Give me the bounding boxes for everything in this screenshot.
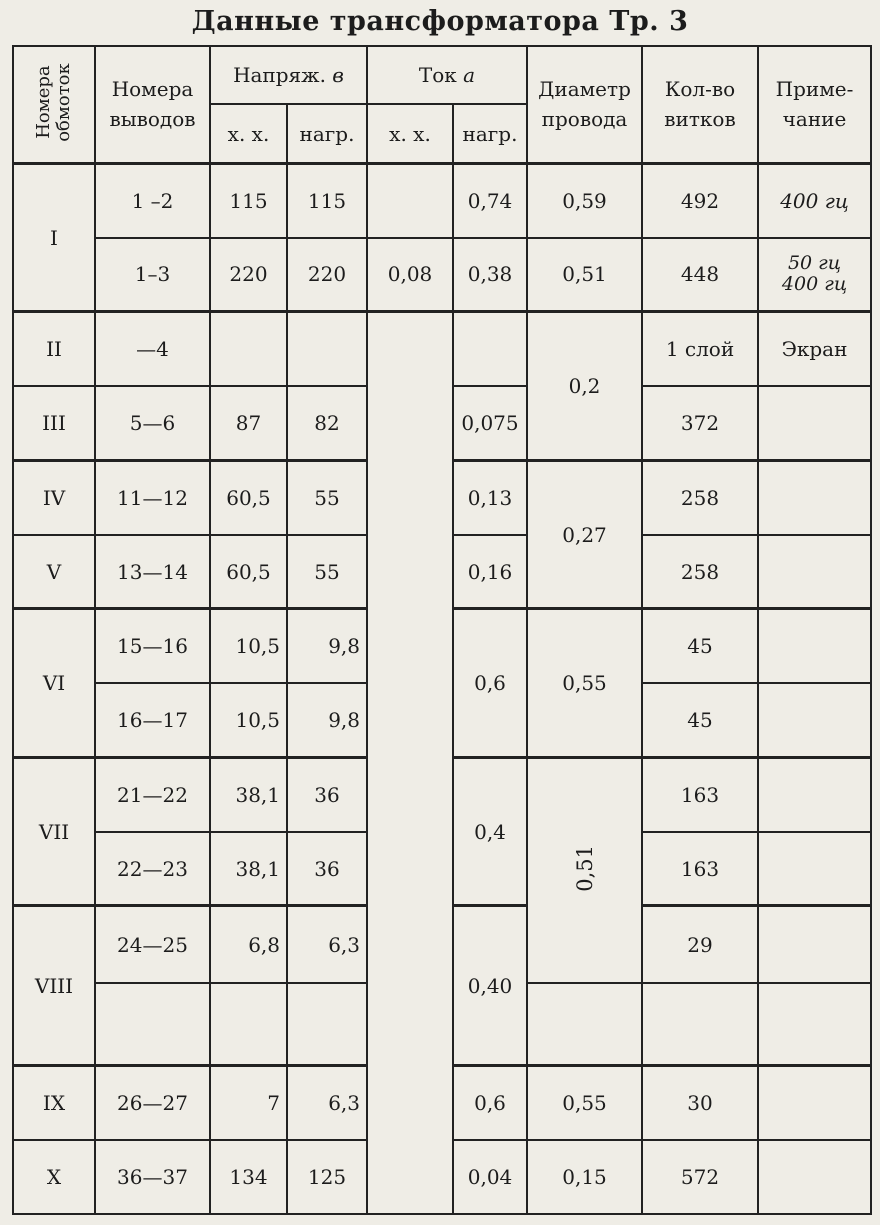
winding-cell: II xyxy=(13,312,95,386)
current-load-cell: 0,075 xyxy=(453,386,527,460)
terminals-cell: 1 –2 xyxy=(95,163,210,237)
header-turns: Кол-во витков xyxy=(642,46,758,163)
turns-cell: 45 xyxy=(642,683,758,757)
turns-cell: 372 xyxy=(642,386,758,460)
voltage-load-cell: 36 xyxy=(287,757,367,831)
current-load-cell: 0,04 xyxy=(453,1140,527,1214)
current-load-cell: 0,16 xyxy=(453,535,527,609)
header-current-no-load: х. х. xyxy=(367,104,453,163)
current-nl-empty-cell xyxy=(367,312,453,1214)
voltage-nl-cell: 7 xyxy=(210,1066,287,1140)
terminals-cell: 24—25 xyxy=(95,906,210,983)
terminals-cell: 5—6 xyxy=(95,386,210,460)
terminals-cell: 16—17 xyxy=(95,683,210,757)
voltage-load-cell: 6,3 xyxy=(287,1066,367,1140)
header-winding-numbers: Номера обмоток xyxy=(13,46,95,163)
winding-cell: X xyxy=(13,1140,95,1214)
header-note: Приме- чание xyxy=(758,46,871,163)
turns-cell: 163 xyxy=(642,757,758,831)
note-cell: Экран xyxy=(758,312,871,386)
header-terminal-numbers: Номера выводов xyxy=(95,46,210,163)
note-cell xyxy=(758,386,871,460)
current-load-cell: 0,4 xyxy=(453,757,527,906)
voltage-nl-cell: 115 xyxy=(210,163,287,237)
current-load-cell: 0,74 xyxy=(453,163,527,237)
voltage-nl-cell: 220 xyxy=(210,238,287,312)
transformer-data-table xyxy=(12,45,872,1215)
voltage-nl-cell: 87 xyxy=(210,386,287,460)
voltage-nl-cell: 60,5 xyxy=(210,535,287,609)
terminals-cell xyxy=(95,983,210,1065)
voltage-nl-cell: 134 xyxy=(210,1140,287,1214)
voltage-load-cell xyxy=(287,983,367,1065)
voltage-load-cell: 125 xyxy=(287,1140,367,1214)
voltage-load-cell: 55 xyxy=(287,535,367,609)
turns-cell: 29 xyxy=(642,906,758,983)
diameter-cell: 0,55 xyxy=(527,1066,642,1140)
voltage-load-cell: 82 xyxy=(287,386,367,460)
voltage-load-cell: 6,3 xyxy=(287,906,367,983)
winding-cell: I xyxy=(13,163,95,312)
turns-cell: 572 xyxy=(642,1140,758,1214)
note-cell xyxy=(758,832,871,906)
diameter-cell: 0,51 xyxy=(527,238,642,312)
winding-cell: V xyxy=(13,535,95,609)
current-load-cell: 0,6 xyxy=(453,1066,527,1140)
current-load-cell xyxy=(453,312,527,386)
note-cell xyxy=(758,535,871,609)
note-cell xyxy=(758,757,871,831)
table-row xyxy=(13,163,871,237)
header-current-load: нагр. xyxy=(453,104,527,163)
winding-cell: IV xyxy=(13,460,95,534)
voltage-load-cell: 55 xyxy=(287,460,367,534)
diameter-cell: 0,51 xyxy=(527,757,642,983)
winding-cell: IX xyxy=(13,1066,95,1140)
note-cell xyxy=(758,460,871,534)
voltage-load-cell: 36 xyxy=(287,832,367,906)
voltage-nl-cell: 6,8 xyxy=(210,906,287,983)
note-cell xyxy=(758,609,871,683)
note-cell: 400 гц xyxy=(758,163,871,237)
current-nl-cell xyxy=(367,163,453,237)
note-cell: 50 гц 400 гц xyxy=(758,238,871,312)
voltage-nl-cell: 38,1 xyxy=(210,757,287,831)
voltage-load-cell: 9,8 xyxy=(287,609,367,683)
voltage-nl-cell: 10,5 xyxy=(210,683,287,757)
diameter-cell: 0,55 xyxy=(527,609,642,758)
winding-cell: VII xyxy=(13,757,95,906)
diameter-cell: 0,15 xyxy=(527,1140,642,1214)
note-cell xyxy=(758,1066,871,1140)
turns-cell: 448 xyxy=(642,238,758,312)
turns-cell: 258 xyxy=(642,535,758,609)
voltage-nl-cell: 60,5 xyxy=(210,460,287,534)
page-title: Данные трансформатора Тр. 3 xyxy=(191,6,689,37)
turns-cell xyxy=(642,983,758,1065)
header-voltage-load: нагр. xyxy=(287,104,367,163)
turns-cell: 492 xyxy=(642,163,758,237)
voltage-load-cell xyxy=(287,312,367,386)
voltage-load-cell: 115 xyxy=(287,163,367,237)
note-cell xyxy=(758,1140,871,1214)
terminals-cell: 11—12 xyxy=(95,460,210,534)
header-wire-diameter: Диаметр провода xyxy=(527,46,642,163)
turns-cell: 1 слой xyxy=(642,312,758,386)
voltage-nl-cell: 10,5 xyxy=(210,609,287,683)
voltage-nl-cell xyxy=(210,983,287,1065)
terminals-cell: 22—23 xyxy=(95,832,210,906)
current-load-cell: 0,38 xyxy=(453,238,527,312)
diameter-cell: 0,59 xyxy=(527,163,642,237)
voltage-nl-cell xyxy=(210,312,287,386)
terminals-cell: 36—37 xyxy=(95,1140,210,1214)
note-cell xyxy=(758,906,871,983)
terminals-cell: 13—14 xyxy=(95,535,210,609)
current-load-cell: 0,13 xyxy=(453,460,527,534)
voltage-load-cell: 220 xyxy=(287,238,367,312)
winding-cell: VIII xyxy=(13,906,95,1066)
voltage-nl-cell: 38,1 xyxy=(210,832,287,906)
header-current: Ток а xyxy=(367,46,527,104)
diameter-cell xyxy=(527,983,642,1065)
turns-cell: 45 xyxy=(642,609,758,683)
terminals-cell: —4 xyxy=(95,312,210,386)
note-cell xyxy=(758,683,871,757)
current-load-cell: 0,6 xyxy=(453,609,527,758)
turns-cell: 30 xyxy=(642,1066,758,1140)
diameter-cell: 0,27 xyxy=(527,460,642,609)
turns-cell: 163 xyxy=(642,832,758,906)
terminals-cell: 26—27 xyxy=(95,1066,210,1140)
current-nl-cell: 0,08 xyxy=(367,238,453,312)
terminals-cell: 15—16 xyxy=(95,609,210,683)
turns-cell: 258 xyxy=(642,460,758,534)
table-row xyxy=(13,312,871,386)
voltage-load-cell: 9,8 xyxy=(287,683,367,757)
table-row xyxy=(13,238,871,312)
header-row-1 xyxy=(13,46,871,104)
terminals-cell: 21—22 xyxy=(95,757,210,831)
header-voltage-no-load: х. х. xyxy=(210,104,287,163)
note-cell xyxy=(758,983,871,1065)
header-voltage: Напряж. в xyxy=(210,46,367,104)
winding-cell: VI xyxy=(13,609,95,758)
winding-cell: III xyxy=(13,386,95,460)
terminals-cell: 1–3 xyxy=(95,238,210,312)
diameter-cell: 0,2 xyxy=(527,312,642,461)
current-load-cell: 0,40 xyxy=(453,906,527,1066)
